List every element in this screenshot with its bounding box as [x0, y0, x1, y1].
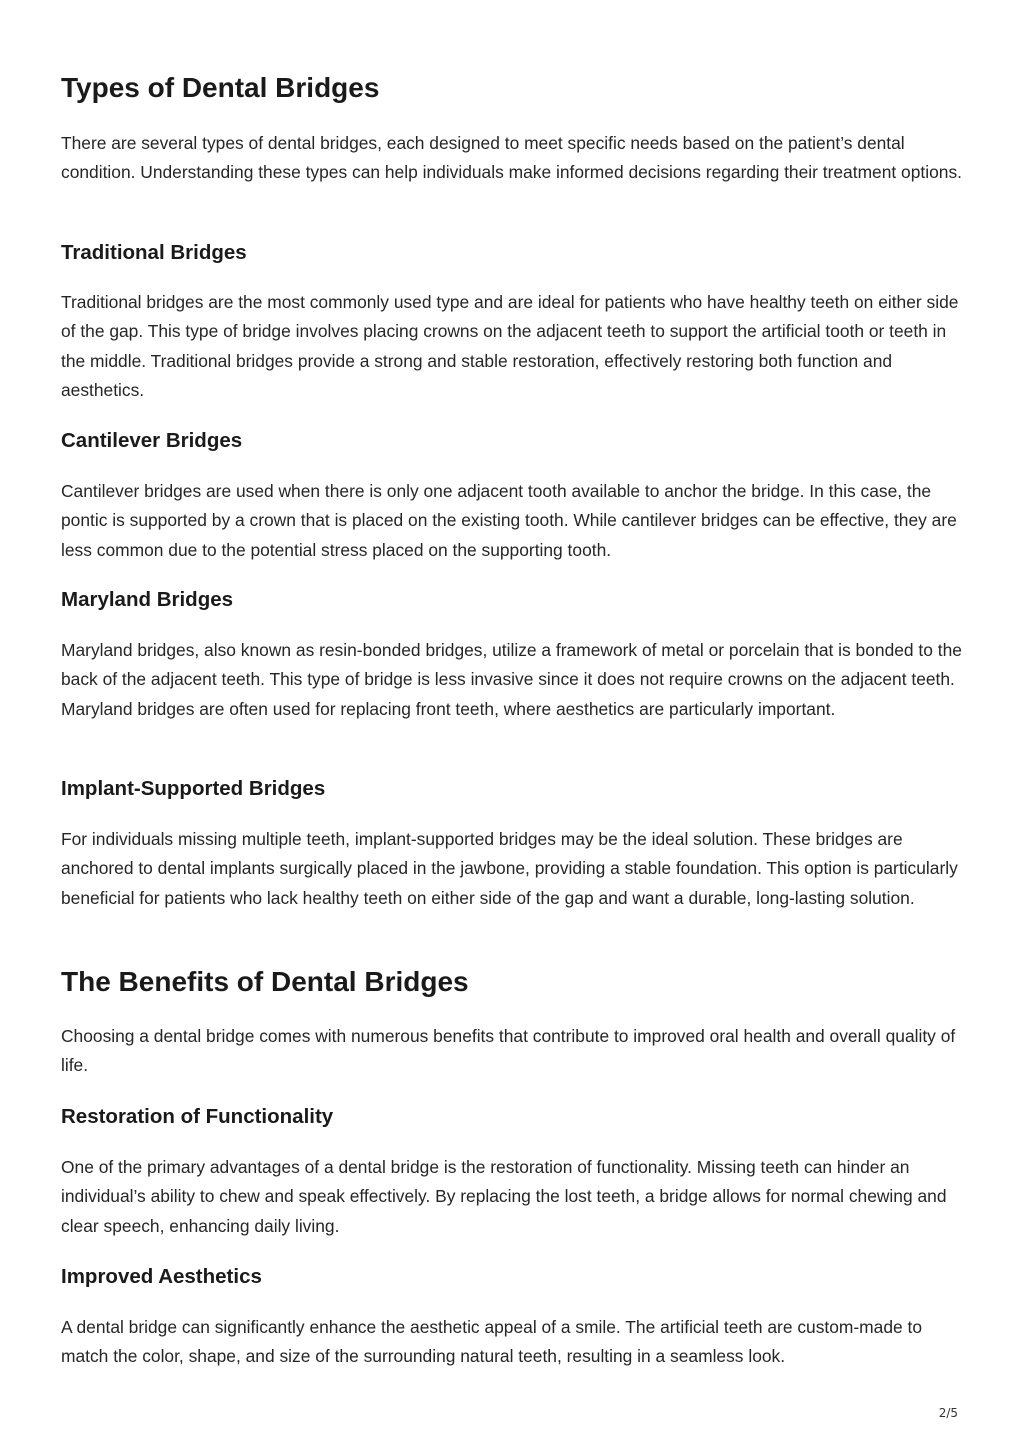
subheading-improved-aesthetics: Improved Aesthetics — [61, 1265, 262, 1288]
paragraph-maryland-bridges: Maryland bridges, also known as resin-bonded bridges, utilize a framework of metal or porcelain that is bonded to the back of the adjacent teeth. This type of bridge is less invasive since it does not require crowns on the adjacent teeth. Maryland bridges are often used for replacing front teeth, where aesthetics are particularly important. — [61, 640, 962, 719]
subheading-cantilever-bridges: Cantilever Bridges — [61, 429, 243, 452]
section-heading-benefits: The Benefits of Dental Bridges — [61, 966, 469, 997]
paragraph-cantilever-bridges: Cantilever bridges are used when there is only one adjacent tooth available to anchor the bridge. In this case, the pontic is supported by a crown that is placed on the existing tooth. While cantilever bridges can be effective, they are less common due to the potential stress placed on the supporting tooth. — [61, 481, 957, 560]
section-paragraph-types: There are several types of dental bridges, each designed to meet specific needs based on the patient’s dental condition. Understanding these types can help individuals make informed decisions regarding their treatment options. — [61, 133, 962, 183]
subheading-restoration-of-functionality: Restoration of Functionality — [61, 1105, 334, 1128]
paragraph-restoration-of-functionality: One of the primary advantages of a dental bridge is the restoration of functionality. Missing teeth can hinder an individual’s ability to chew and speak effectively. By replacing the lost teeth, a bridge allows for normal chewing and clear speech, enhancing daily living. — [61, 1157, 947, 1236]
subheading-implant-supported-bridges: Implant-Supported Bridges — [61, 777, 326, 800]
paragraph-implant-supported-bridges: For individuals missing multiple teeth, implant-supported bridges may be the ideal solution. These bridges are anchored to dental implants surgically placed in the jawbone, providing a stable foundation. This option is particularly beneficial for patients who lack healthy teeth on either side of the gap and want a durable, long-lasting solution. — [61, 829, 958, 908]
section-heading-types: Types of Dental Bridges — [61, 72, 380, 103]
paragraph-traditional-bridges: Traditional bridges are the most commonly used type and are ideal for patients who have healthy teeth on either side of the gap. This type of bridge involves placing crowns on the adjacent teeth to support the artificial tooth or teeth in the middle. Traditional bridges provide a strong and stable restoration, effectively restoring both function and aesthetics. — [61, 292, 959, 400]
paragraph-improved-aesthetics: A dental bridge can significantly enhance the aesthetic appeal of a smile. The artificial teeth are custom-made to match the color, shape, and size of the surrounding natural teeth, resulting in a seamless look. — [61, 1317, 923, 1367]
subheading-traditional-bridges: Traditional Bridges — [61, 241, 247, 264]
section-paragraph-benefits: Choosing a dental bridge comes with numerous benefits that contribute to improved oral health and overall quality of life. — [61, 1026, 956, 1076]
page-number: 2/5 — [938, 1406, 958, 1420]
subheading-maryland-bridges: Maryland Bridges — [61, 588, 234, 611]
